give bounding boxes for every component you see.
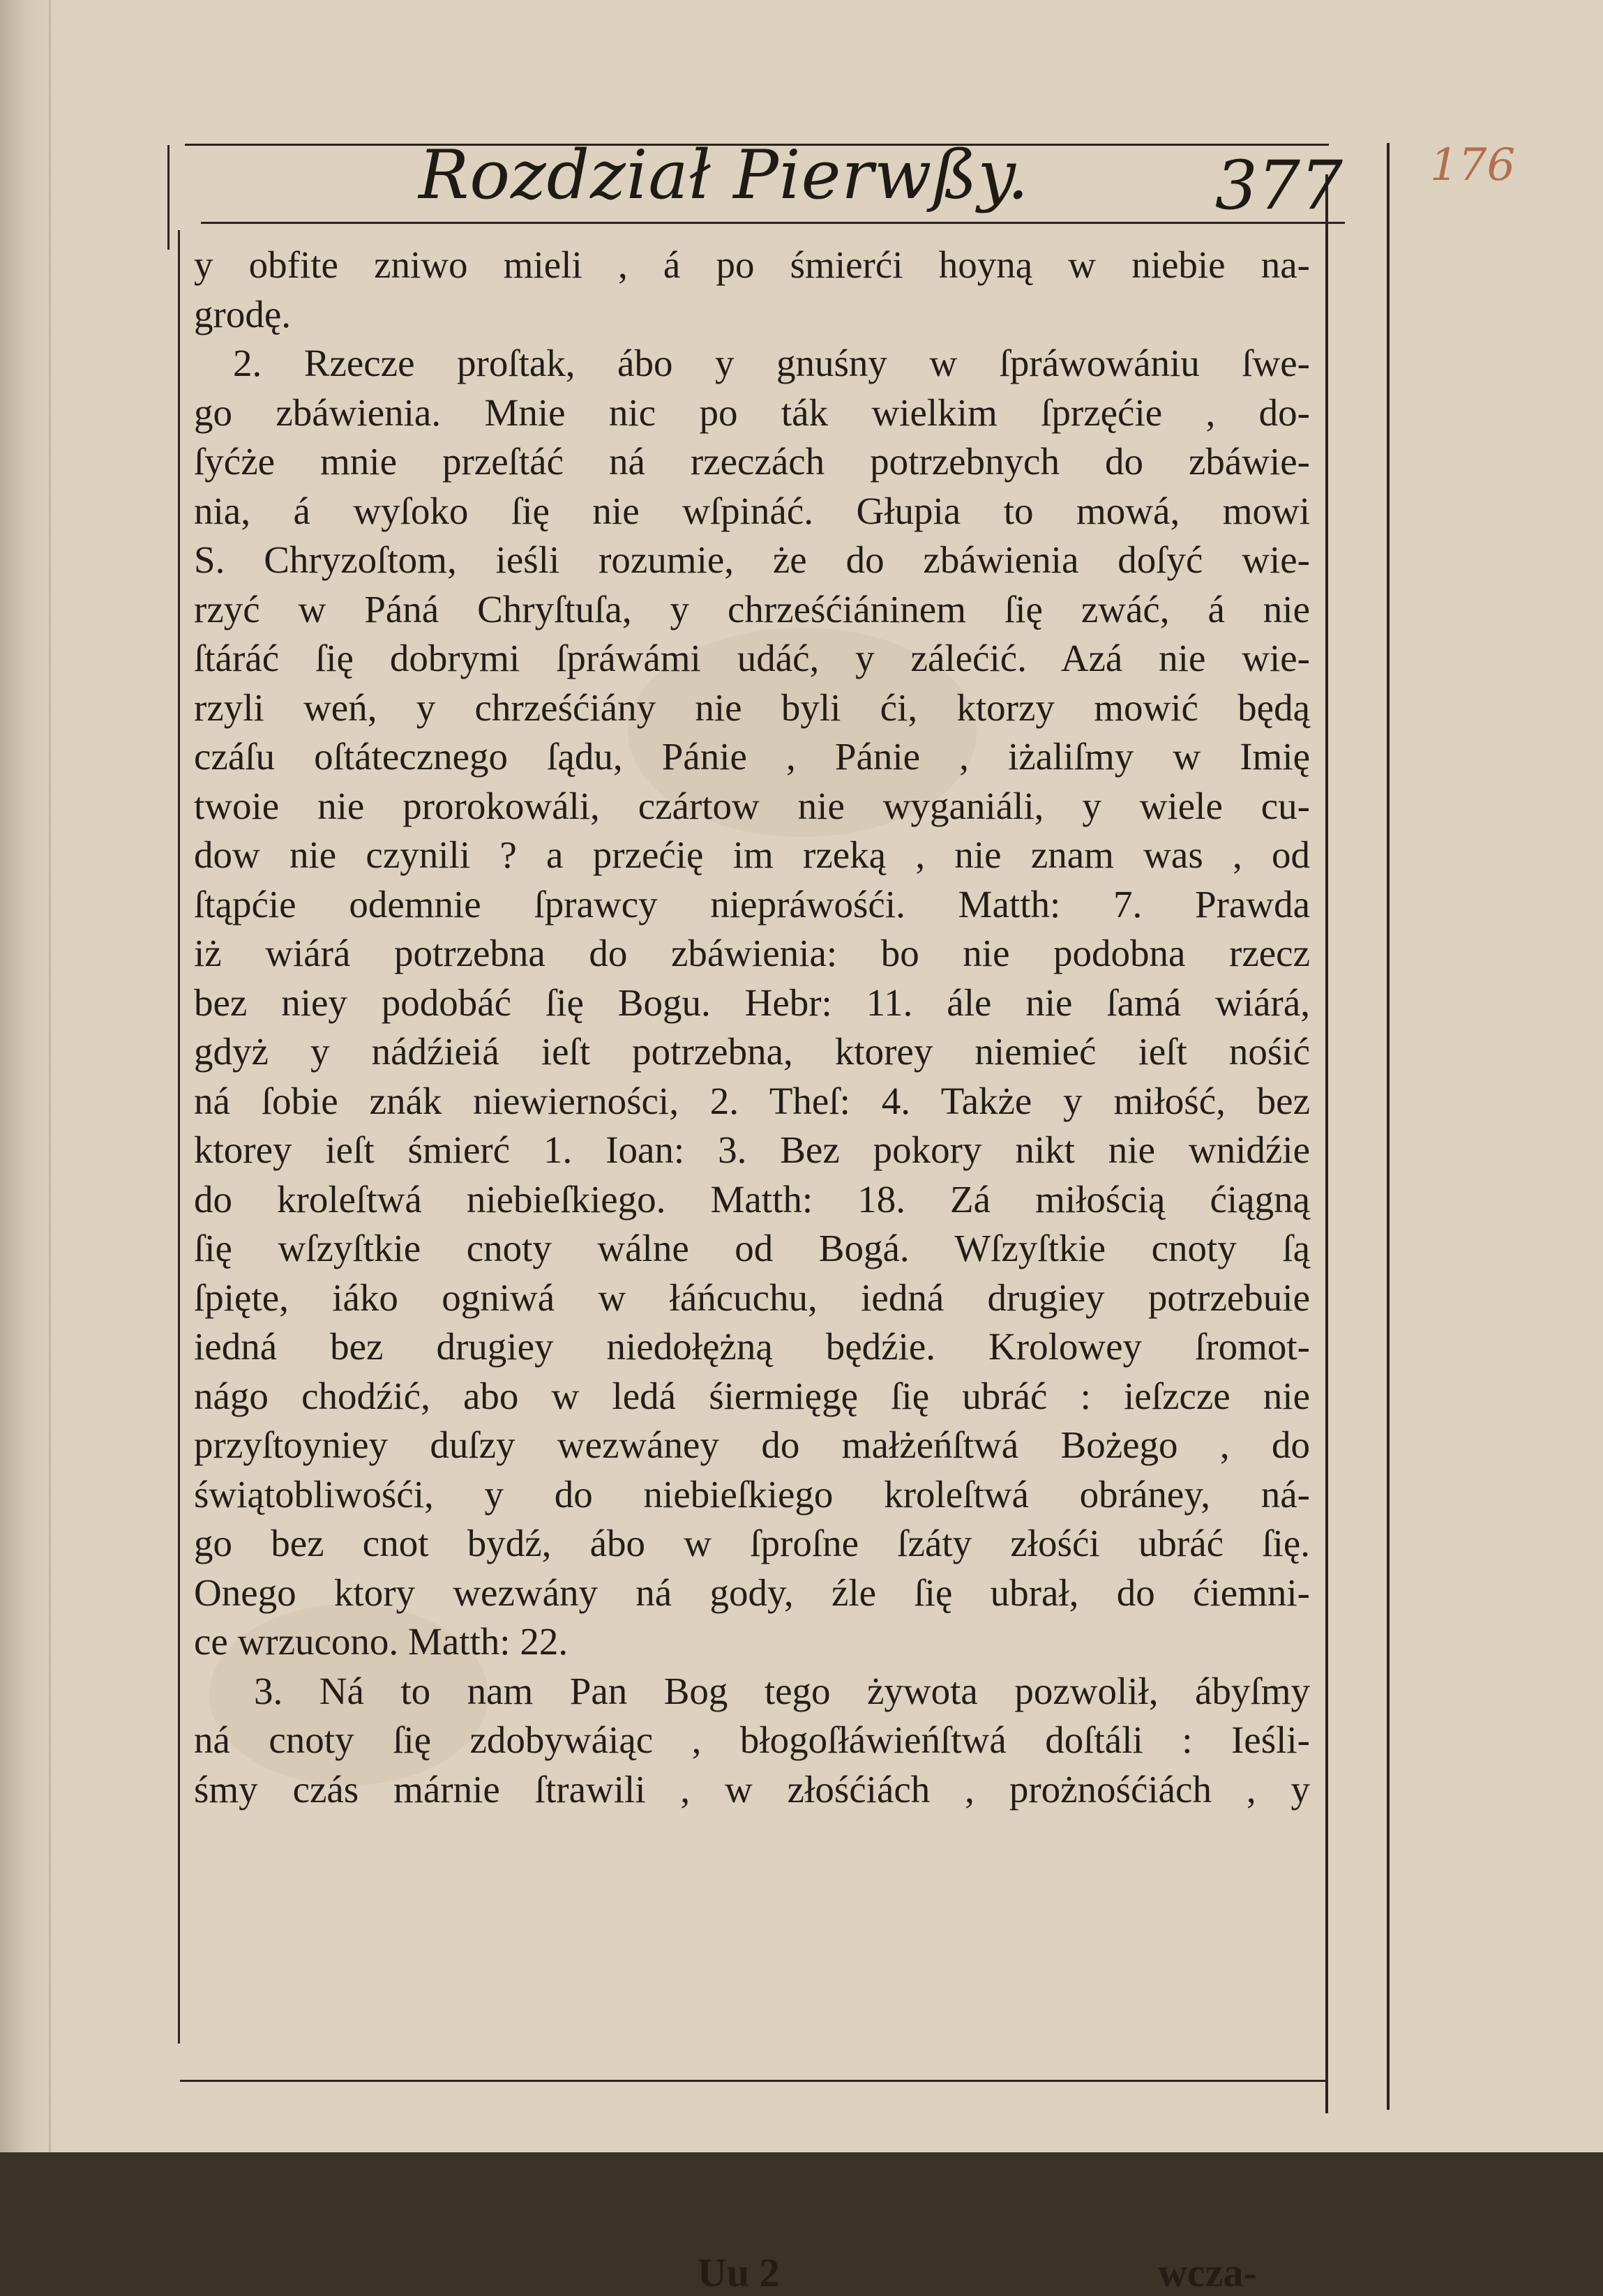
catchword: wcza- <box>1158 2250 1257 2295</box>
text-line: y obfite zniwo mieli , á po śmierći hoyną w niebie na- <box>194 243 1310 286</box>
text-line: go zbáwienia. Mnie nic po ták wielkim ſprzęćie , do- <box>194 391 1310 434</box>
header-left-rule <box>167 145 170 250</box>
page-number: 377 <box>1214 146 1343 225</box>
body-text <box>194 241 1310 1814</box>
text-line: ce wrzucono. Matth: 22. <box>194 1620 569 1663</box>
text-line: S. Chryzoſtom, ieśli rozumie, że do zbáwienia doſyć wie- <box>194 538 1310 581</box>
text-line: do kroleſtwá niebieſkiego. Matth: 18. Zá miłością ćiągną <box>194 1177 1310 1221</box>
header-bottom-rule <box>201 222 1345 224</box>
text-line: ná ſobie znák niewierności, 2. Theſ: 4. Także y miłość, bez <box>194 1079 1310 1122</box>
text-line: grodę. <box>194 292 291 335</box>
frame-left-rule <box>178 230 180 2044</box>
text-line: ná cnoty ſię zdobywáiąc , błogoſłáwieńſtwá doſtáli : Ieśli- <box>194 1719 1310 1761</box>
frame-right-rule <box>1325 174 1328 2113</box>
text-line: iedná bez drugiey niedołężną będźie. Krolowey ſromot- <box>194 1325 1310 1368</box>
text-line: go bez cnot bydź, ábo w ſproſne ſzáty złośći ubráć ſię. <box>194 1522 1310 1564</box>
text-line: czáſu oſtátecznego ſądu, Pánie , Pánie , iżaliſmy w Imię <box>194 735 1310 778</box>
text-line: dow nie czynili ? a przećię im rzeką , nie znam was , od <box>194 833 1310 876</box>
text-line: nágo chodźić, abo w ledá śiermięgę ſię ubráć : ieſzcze nie <box>194 1374 1310 1417</box>
text-line: 2. Rzecze proſtak, ábo y gnuśny w ſpráwowániu ſwe- <box>233 342 1310 384</box>
text-line: Onego ktory wezwány ná gody, źle ſię ubrał, do ćiemni- <box>194 1571 1310 1614</box>
text-line: 3. Ná to nam Pan Bog tego żywota pozwolił, ábyſmy <box>254 1669 1310 1712</box>
text-line: ſtąpćie odemnie ſprawcy niepráwośći. Matth: 7. Prawda <box>194 882 1310 926</box>
running-title: Rozdział Pierwßy. <box>419 136 1030 214</box>
text-line: iż wiárá potrzebna do zbáwienia: bo nie podobna rzecz <box>194 932 1310 974</box>
text-line: ſyćże mnie przeſtáć ná rzeczách potrzebnych do zbáwie- <box>194 440 1310 483</box>
text-line: bez niey podobáć ſię Bogu. Hebr: 11. ále nie ſamá wiárá, <box>194 981 1310 1024</box>
frame-bottom-rule <box>180 2080 1327 2082</box>
text-line: twoie nie prorokowáli, czártow nie wyganiáli, y wiele cu- <box>194 784 1310 827</box>
text-line: śmy czás márnie ſtrawili , w złośćiách , prożnośćiách , y <box>194 1767 1310 1811</box>
text-line: świątobliwośći, y do niebieſkiego kroleſtwá obráney, ná- <box>194 1472 1310 1516</box>
text-line: nia, á wyſoko ſię nie wſpináć. Głupia to mowá, mowi <box>194 489 1310 532</box>
text-line: przyſtoyniey duſzy wezwáney do małżeńſtwá Bożego , do <box>194 1423 1310 1466</box>
text-line: rzyć w Páná Chryſtuſa, y chrześćiáninem ſię zwáć, á nie <box>194 587 1310 630</box>
outer-right-rule <box>1387 143 1390 2110</box>
text-line: ſpięte, iáko ogniwá w łáńcuchu, iedná drugiey potrzebuie <box>194 1276 1310 1319</box>
text-line: ktorey ieſt śmierć 1. Ioan: 3. Bez pokory nikt nie wnidźie <box>194 1128 1310 1171</box>
text-line: rzyli weń, y chrześćiány nie byli ći, ktorzy mowić będą <box>194 686 1310 729</box>
signature-mark: Uu 2 <box>698 2250 780 2295</box>
text-line: ſię wſzyſtkie cnoty wálne od Bogá. Wſzyſtkie cnoty ſą <box>194 1227 1310 1269</box>
text-line: ſtáráć ſię dobrymi ſpráwámi udáć, y zálećić. Azá nie wie- <box>194 637 1310 679</box>
gutter-fold <box>49 0 51 2152</box>
text-line: gdyż y nádźieiá ieſt potrzebna, ktorey niemieć ieſt nośić <box>194 1030 1310 1073</box>
folio-note: 176 <box>1430 139 1516 191</box>
